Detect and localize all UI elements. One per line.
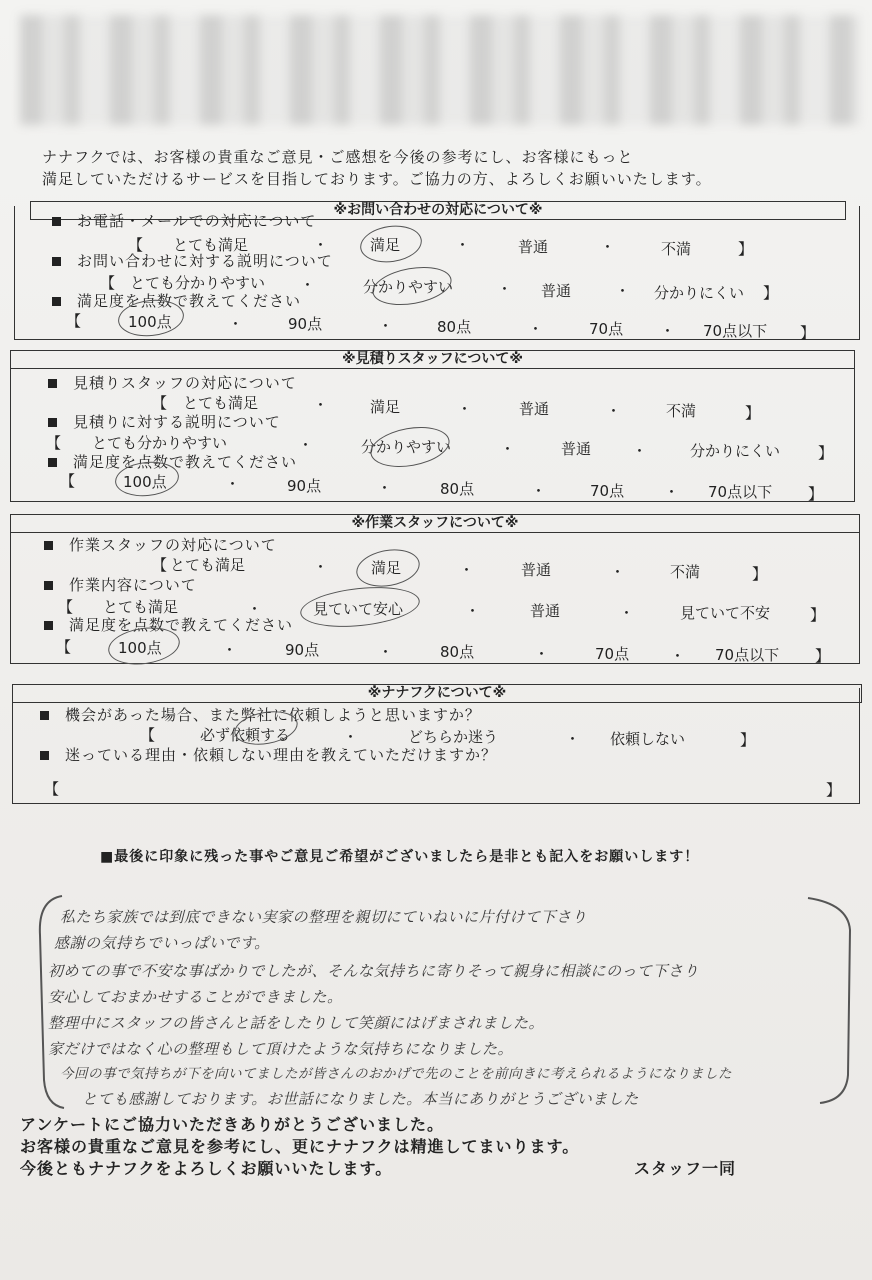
closing-line-2: お客様の貴重なご意見を参考にし、更にナナフクは精進してまいります。 [20, 1137, 580, 1156]
closing-line-3: 今後ともナナフクをよろしくお願いいたします。 [20, 1159, 393, 1178]
question-label: 迷っている理由・依頼しない理由を教えていただけますか？ [65, 746, 498, 764]
section-work-header: ※作業スタッフについて※ [10, 514, 860, 533]
option-normal[interactable]: 普通 [519, 400, 550, 418]
question-label: 機会があった場合、また弊社に依頼しようと思いますか？ [65, 706, 481, 724]
option-separator: ・ [664, 483, 680, 501]
option-score-100[interactable]: 100点 [123, 473, 167, 491]
question-label: 見積りスタッフの対応について [73, 374, 297, 392]
option-bracket-open: 【 [152, 556, 168, 574]
option-clear[interactable]: 分かりやすい [361, 438, 452, 456]
question-label: 満足度を点数で教えてください [73, 453, 298, 471]
option-separator: ・ [455, 236, 471, 254]
handwritten-line: 整理中にスタッフの皆さんと話をしたりして笑顔にはげまされました。 [48, 1014, 545, 1032]
option-normal[interactable]: 普通 [518, 238, 549, 256]
option-separator: ・ [619, 604, 635, 622]
option-bracket-open: 【 [140, 726, 156, 744]
option-bracket-open: 【 [66, 312, 82, 330]
option-bracket-open: 【 [128, 236, 144, 254]
option-score-80[interactable]: 80点 [440, 480, 475, 498]
option-very-satisfied[interactable]: とても満足 [170, 556, 246, 574]
option-satisfied[interactable]: 満足 [370, 398, 401, 416]
option-separator: ・ [313, 558, 329, 576]
option-separator: ・ [377, 479, 393, 497]
option-score-80[interactable]: 80点 [437, 318, 472, 336]
option-score-70-below[interactable]: 70点以下 [708, 483, 773, 501]
section-inquiry-header: ※お問い合わせの対応について※ [30, 201, 846, 220]
question-label: お電話・メールでの対応について [77, 212, 317, 230]
option-bracket-close: 】 [738, 240, 754, 258]
option-separator: ・ [378, 317, 394, 335]
option-separator: ・ [247, 600, 263, 618]
option-unclear[interactable]: 分かりにくい [690, 442, 781, 460]
option-bracket-close: 】 [740, 731, 756, 749]
option-score-70-below[interactable]: 70点以下 [703, 322, 768, 340]
option-normal[interactable]: 普通 [561, 440, 592, 458]
reason-bracket-close: 】 [826, 781, 842, 799]
option-separator: ・ [465, 602, 481, 620]
option-score-80[interactable]: 80点 [440, 643, 475, 661]
signature: スタッフ一同 [634, 1159, 737, 1178]
option-bracket-open: 【 [46, 434, 62, 452]
handwritten-line: とても感謝しております。お世話になりました。本当にありがとうございました [82, 1090, 639, 1108]
option-score-70-below[interactable]: 70点以下 [715, 646, 780, 664]
question-label: 満足度を点数で教えてください [69, 616, 294, 634]
option-unclear[interactable]: 分かりにくい [654, 284, 745, 302]
option-separator: ・ [606, 402, 622, 420]
handwritten-line: 今回の事で気持ちが下を向いてましたが皆さんのおかげで先のことを前向きに考えられるようになりました [60, 1066, 732, 1082]
section-estimate-header: ※見積りスタッフについて※ [10, 350, 855, 369]
option-separator: ・ [459, 561, 475, 579]
option-dissatisfied[interactable]: 不満 [666, 402, 697, 420]
option-bracket-open: 【 [56, 638, 72, 656]
option-bracket-close: 】 [808, 485, 824, 503]
option-very-satisfied[interactable]: とても満足 [173, 236, 249, 254]
comment-prompt: ■最後に印象に残った事やご意見ご希望がございましたら是非とも記入をお願いします！ [100, 849, 700, 865]
option-satisfied[interactable]: 満足 [370, 236, 401, 254]
option-very-clear[interactable]: とても分かりやすい [92, 434, 228, 452]
handwritten-line: 私たち家族では到底できない実家の整理を親切にていねいに片付けて下さり [60, 908, 588, 926]
question-label: 作業スタッフの対応について [69, 536, 277, 554]
option-bracket-open: 【 [60, 472, 76, 490]
closing-line-1: アンケートにご協力いただきありがとうございました。 [20, 1115, 445, 1134]
option-bracket-close: 】 [752, 565, 768, 583]
option-score-100[interactable]: 100点 [128, 313, 172, 331]
section-nanafuku-header: ※ナナフクについて※ [12, 684, 862, 703]
option-bracket-open: 【 [58, 598, 74, 616]
option-separator: ・ [313, 396, 329, 414]
option-undecided[interactable]: どちらか迷う [408, 728, 499, 746]
option-separator: ・ [378, 643, 394, 661]
option-separator: ・ [632, 442, 648, 460]
option-very-satisfied[interactable]: とても満足 [183, 394, 259, 412]
option-separator: ・ [300, 276, 316, 294]
option-score-70[interactable]: 70点 [589, 320, 624, 338]
option-separator: ・ [531, 482, 547, 500]
option-bracket-close: 】 [810, 606, 826, 624]
intro-line-1: ナナフクでは、お客様の貴重なご意見・ご感想を今後の参考にし、お客様にもっと [42, 148, 634, 166]
option-bracket-close: 】 [800, 324, 816, 342]
option-separator: ・ [534, 645, 550, 663]
option-clear[interactable]: 分かりやすい [363, 278, 454, 296]
reason-bracket-open: 【 [44, 780, 60, 798]
option-score-70[interactable]: 70点 [595, 645, 630, 663]
option-dissatisfied[interactable]: 不満 [670, 563, 701, 581]
option-not-request[interactable]: 依頼しない [610, 730, 686, 748]
option-bracket-close: 】 [763, 284, 779, 302]
option-normal[interactable]: 普通 [521, 561, 552, 579]
option-bracket-close: 】 [818, 444, 834, 462]
option-normal[interactable]: 普通 [541, 282, 572, 300]
option-very-satisfied[interactable]: とても満足 [103, 598, 179, 616]
question-label: 作業内容について [69, 576, 197, 594]
option-bracket-close: 】 [745, 404, 761, 422]
option-separator: ・ [497, 280, 513, 298]
option-bracket-open: 【 [152, 394, 168, 412]
option-dissatisfied[interactable]: 不満 [661, 240, 692, 258]
option-separator: ・ [457, 400, 473, 418]
option-separator: ・ [228, 315, 244, 333]
option-separator: ・ [660, 322, 676, 340]
option-separator: ・ [500, 440, 516, 458]
option-reassuring[interactable]: 見ていて安心 [313, 600, 404, 618]
option-separator: ・ [313, 236, 329, 254]
option-normal[interactable]: 普通 [530, 602, 561, 620]
option-score-90[interactable]: 90点 [285, 641, 320, 659]
option-separator: ・ [528, 320, 544, 338]
option-separator: ・ [343, 728, 359, 746]
option-separator: ・ [670, 647, 686, 665]
option-separator: ・ [222, 641, 238, 659]
option-score-90[interactable]: 90点 [287, 477, 322, 495]
option-very-clear[interactable]: とても分かりやすい [130, 274, 266, 292]
question-label: 満足度を点数で教えてください [77, 292, 302, 310]
option-bracket-open: 【 [100, 274, 116, 292]
option-satisfied[interactable]: 満足 [371, 559, 402, 577]
option-definitely-request[interactable]: 必ず依頼する [200, 726, 291, 744]
option-separator: ・ [565, 730, 581, 748]
option-separator: ・ [298, 436, 314, 454]
option-bracket-close: 】 [815, 647, 831, 665]
handwritten-line: 感謝の気持ちでいっぱいです。 [54, 934, 270, 952]
handwritten-line: 初めての事で不安な事ばかりでしたが、そんな気持ちに寄りそって親身に相談にのって下さり [48, 962, 699, 980]
question-label: 見積りに対する説明について [73, 413, 281, 431]
question-label: お問い合わせに対する説明について [77, 252, 333, 270]
handwritten-line: 安心しておまかせすることができました。 [48, 988, 343, 1006]
option-separator: ・ [225, 475, 241, 493]
option-worrying[interactable]: 見ていて不安 [680, 604, 771, 622]
option-score-90[interactable]: 90点 [288, 315, 323, 333]
option-score-100[interactable]: 100点 [118, 639, 162, 657]
option-score-70[interactable]: 70点 [590, 482, 625, 500]
intro-line-2: 満足していただけるサービスを目指しております。ご協力の方、よろしくお願いいたします。 [42, 170, 712, 188]
option-separator: ・ [610, 563, 626, 581]
handwritten-line: 家だけではなく心の整理もして頂けたような気持ちになりました。 [48, 1040, 514, 1058]
option-separator: ・ [600, 238, 616, 256]
option-separator: ・ [615, 282, 631, 300]
